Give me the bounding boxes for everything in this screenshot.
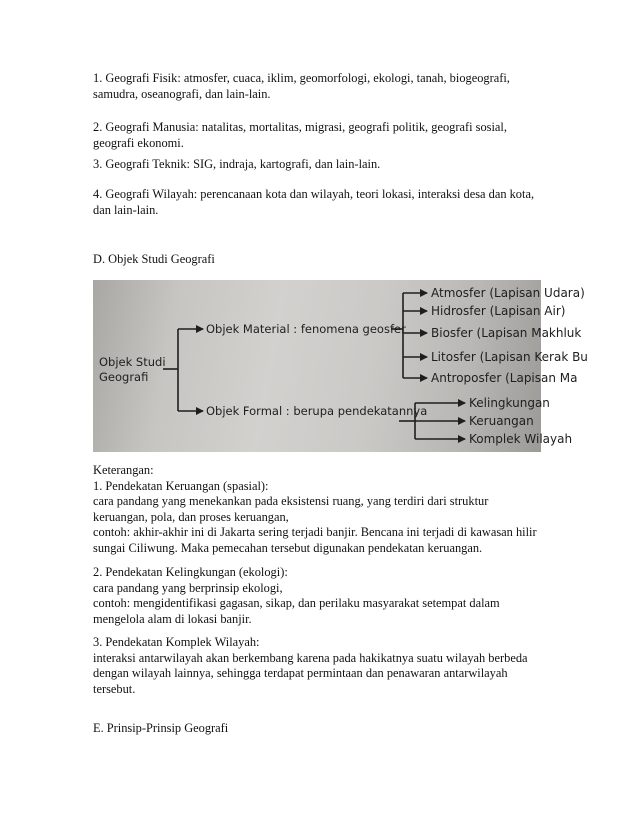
diagram-branch-label: Objek Material : fenomena geosfer (206, 322, 406, 336)
diagram-root-label: Objek Studi (99, 355, 166, 369)
text-line: tersebut. (93, 681, 136, 696)
text-line: mengelola alam di lokasi banjir. (93, 611, 252, 626)
text-line: cara pandang yang berprinsip ekologi, (93, 580, 283, 595)
text-line: 1. Geografi Fisik: atmosfer, cuaca, iklim, geomorfologi, ekologi, tanah, biogeografi, (93, 71, 510, 85)
diagram-branch-label: Objek Formal : berupa pendekatannya (206, 404, 428, 418)
diagram-leaf-label: Keruangan (469, 414, 534, 428)
section-heading (93, 721, 563, 737)
text-line: 1. Pendekatan Keruangan (spasial): (93, 478, 269, 493)
diagram-leaf-label: Litosfer (Lapisan Kerak Bu (431, 350, 588, 364)
diagram-leaf-label: Biosfer (Lapisan Makhluk (431, 326, 582, 340)
diagram-svg (93, 280, 588, 452)
list-item (93, 187, 563, 218)
notes-section (93, 565, 563, 627)
text-line: D. Objek Studi Geografi (93, 252, 215, 266)
text-line: 3. Pendekatan Komplek Wilayah: (93, 635, 260, 649)
diagram-leaf-label: Hidrosfer (Lapisan Air) (431, 304, 566, 318)
diagram-leaf-label: Komplek Wilayah (469, 432, 573, 446)
text-line: sungai Ciliwung. Maka pemecahan tersebut digunakan pendekatan keruangan. (93, 540, 483, 555)
text-line: dengan wilayah lainnya, sehingga terdapat permintaan dan penawaran antarwilayah (93, 666, 508, 680)
diagram-leaf-label: Kelingkungan (469, 396, 550, 410)
text-line: contoh: akhir-akhir ini di Jakarta sering terjadi banjir. Bencana ini terjadi di kawasan hilir (93, 525, 537, 539)
notes-section (93, 635, 563, 697)
text-line: dan lain-lain. (93, 202, 159, 217)
text-line: samudra, oseanografi, dan lain-lain. (93, 86, 271, 101)
text-line: keruangan, pola, dan proses keruangan, (93, 509, 289, 524)
notes-section (93, 463, 563, 556)
text-line: 3. Geografi Teknik: SIG, indraja, kartografi, dan lain-lain. (93, 157, 381, 171)
list-item (93, 71, 563, 102)
text-line: interaksi antarwilayah akan berkembang karena pada hakikatnya suatu wilayah berbeda (93, 650, 528, 665)
text-line: 2. Geografi Manusia: natalitas, mortalitas, migrasi, geografi politik, geografi sosial, (93, 120, 507, 134)
text-line: contoh: mengidentifikasi gagasan, sikap, dan perilaku masyarakat setempat dalam (93, 596, 500, 610)
list-item (93, 120, 563, 151)
text-line: 4. Geografi Wilayah: perencanaan kota dan wilayah, teori lokasi, interaksi desa dan kota, (93, 187, 535, 201)
diagram-photo (93, 280, 588, 452)
text-line: E. Prinsip-Prinsip Geografi (93, 721, 229, 735)
list-item (93, 157, 563, 173)
diagram-root-label: Geografi (99, 370, 149, 384)
section-heading (93, 252, 563, 268)
text-line: 2. Pendekatan Kelingkungan (ekologi): (93, 565, 288, 579)
diagram-leaf-label: Atmosfer (Lapisan Udara) (431, 286, 585, 300)
notes-heading: Keterangan: (93, 463, 154, 477)
diagram-leaf-label: Antroposfer (Lapisan Ma (431, 371, 578, 385)
text-line: cara pandang yang menekankan pada eksistensi ruang, yang terdiri dari struktur (93, 494, 489, 508)
text-line: geografi ekonomi. (93, 135, 184, 150)
